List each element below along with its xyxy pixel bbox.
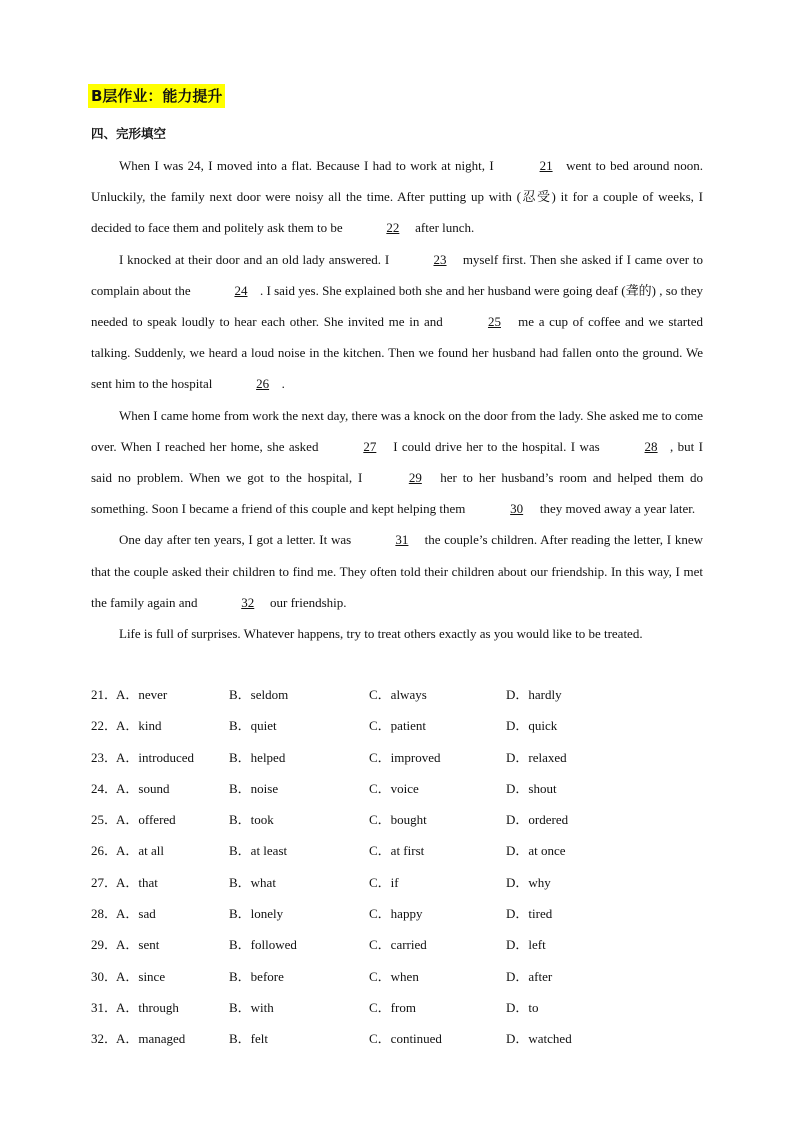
option-c: C．happy [369, 906, 423, 922]
passage-text: after lunch. [411, 220, 475, 236]
passage-text: One day after ten years, I got a letter. It was [119, 532, 355, 548]
blank-28: 28 [644, 438, 658, 454]
question-row [91, 742, 703, 773]
option-c: C．from [369, 999, 416, 1015]
option-a: A．that [116, 874, 158, 890]
question-row [91, 835, 703, 866]
option-d: D．ordered [506, 812, 569, 828]
question-row [91, 1023, 703, 1054]
blank-31: 31 [395, 532, 409, 548]
option-d: D．why [506, 874, 551, 890]
option-d: D．hardly [506, 687, 562, 702]
option-d: D．watched [506, 1031, 572, 1047]
passage-text: they moved away a year later. [536, 501, 696, 517]
question-number: 32． [91, 1031, 118, 1047]
blank-22: 22 [386, 220, 400, 236]
option-c: C．improved [369, 749, 441, 765]
option-a: A．sent [116, 937, 160, 953]
option-d: D．quick [506, 718, 558, 734]
option-c: C．voice [369, 780, 419, 796]
option-d: D．to [506, 999, 539, 1015]
option-a: A．sound [116, 780, 170, 796]
passage-text: went to bed around noon. Unluckily, the family next door were noisy all the time. After putting up with (忍受) it for a couple of weeks, I decided to face them and politely ask them to be [91, 158, 703, 236]
option-b: B．what [229, 874, 276, 890]
passage-text: myself first. Then she asked if I came over to complain about the [91, 251, 703, 298]
question-row [91, 710, 703, 741]
option-b: B．seldom [229, 687, 289, 702]
passage-paragraph-5: Life is full of surprises. Whatever happens, try to treat others exactly as you would like to be treated. [119, 626, 643, 642]
question-row [91, 679, 703, 710]
blank-29: 29 [408, 470, 422, 486]
option-a: A．introduced [116, 749, 194, 765]
blank-25: 25 [487, 314, 501, 330]
answer-options [91, 679, 703, 1055]
option-d: D．left [506, 937, 546, 953]
question-row [91, 961, 703, 992]
question-number: 24． [91, 780, 118, 796]
question-number: 22． [91, 718, 118, 734]
page-heading: B层作业：能力提升 [88, 84, 225, 108]
question-row [91, 992, 703, 1023]
cloze-passage [91, 150, 703, 649]
question-number: 27． [91, 874, 118, 890]
passage-text: I could drive her to the hospital. I was [388, 438, 605, 454]
option-c: C．when [369, 968, 419, 984]
passage-text: her to her husband’s room and helped them do something. Soon I became a friend of this couple and kept helping them [91, 470, 704, 517]
blank-24: 24 [234, 282, 248, 298]
passage-text: When I came home from work the next day, there was a knock on the door from the lady. She asked me to come over. When I reached her home, she asked [91, 407, 703, 454]
blank-27: 27 [363, 438, 377, 454]
passage-text: . [281, 376, 285, 392]
option-a: A．through [116, 999, 179, 1015]
passage-text: the couple’s children. After reading the letter, I knew that the couple asked their children to find me. They often told their children about our friendship. In this way, I met the family again and [91, 532, 703, 610]
option-b: B．followed [229, 937, 297, 953]
question-row [91, 898, 703, 929]
option-b: B．felt [229, 1031, 268, 1047]
blank-32: 32 [241, 594, 255, 610]
passage-paragraph-2 [91, 244, 703, 400]
option-a: A．offered [116, 812, 176, 828]
question-number: 26． [91, 843, 118, 859]
option-b: B．at least [229, 843, 288, 859]
blank-21: 21 [539, 158, 553, 173]
question-number: 29． [91, 937, 118, 953]
passage-text: me a cup of coffee and we started talking. Suddenly, we heard a loud noise in the kitchen. Then we found her husband had fallen onto the ground. We sent him to the hospital [91, 314, 703, 392]
blank-26: 26 [256, 376, 270, 392]
option-c: C．at first [369, 843, 425, 859]
option-c: C．always [369, 687, 427, 702]
question-number: 21． [91, 687, 118, 702]
passage-paragraph-3 [91, 400, 703, 525]
option-d: D．after [506, 968, 553, 984]
option-b: B．with [229, 999, 274, 1015]
blank-23: 23 [433, 251, 447, 267]
option-c: C．carried [369, 937, 427, 953]
option-d: D．shout [506, 780, 557, 796]
section-title: 四、完形填空 [91, 126, 167, 141]
option-d: D．at once [506, 843, 566, 859]
question-number: 30． [91, 968, 118, 984]
passage-text: . I said yes. She explained both she and her husband were going deaf (聋的) , so they needed to speak loudly to hear each other. She invited me in and [91, 282, 703, 330]
option-a: A．sad [116, 906, 156, 922]
question-row [91, 773, 703, 804]
option-c: C．patient [369, 718, 427, 734]
option-a: A．kind [116, 718, 162, 734]
option-b: B．took [229, 812, 274, 828]
option-b: B．quiet [229, 718, 277, 734]
option-b: B．lonely [229, 906, 284, 922]
question-number: 28． [91, 906, 118, 922]
option-c: C．if [369, 874, 399, 890]
question-number: 25． [91, 812, 118, 828]
question-row [91, 867, 703, 898]
passage-text: our friendship. [266, 594, 347, 610]
option-a: A．managed [116, 1031, 186, 1047]
passage-paragraph-4 [91, 524, 703, 618]
option-b: B．noise [229, 780, 279, 796]
passage-text: I knocked at their door and an old lady answered. I [119, 251, 394, 267]
question-number: 23． [91, 749, 118, 765]
option-d: D．relaxed [506, 749, 567, 765]
option-b: B．helped [229, 749, 286, 765]
option-d: D．tired [506, 906, 553, 922]
question-number: 31． [91, 999, 118, 1015]
passage-paragraph-1 [91, 150, 703, 244]
option-c: C．bought [369, 812, 427, 828]
option-a: A．never [116, 687, 168, 702]
option-a: A．since [116, 968, 166, 984]
question-row [91, 929, 703, 960]
option-c: C．continued [369, 1031, 442, 1047]
passage-text: , but I said no problem. When we got to the hospital, I [91, 438, 703, 486]
blank-30: 30 [510, 501, 524, 517]
option-b: B．before [229, 968, 284, 984]
passage-text: When I was 24, I moved into a flat. Because I had to work at night, I [119, 158, 499, 173]
option-a: A．at all [116, 843, 165, 859]
question-row [91, 804, 703, 835]
